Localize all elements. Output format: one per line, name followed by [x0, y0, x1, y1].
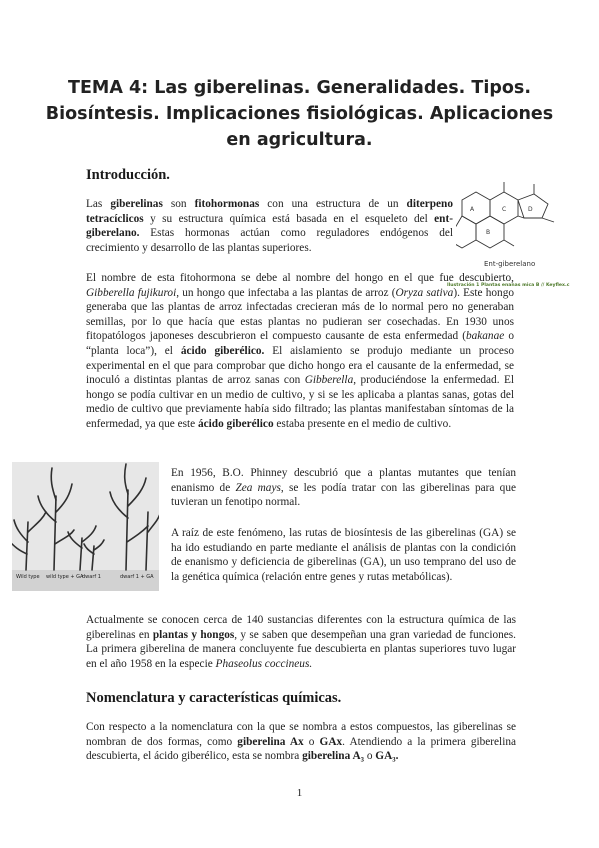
text-run: Estas hormonas actúan como reguladores endógenos del crecimiento y desarrollo de las plantas superiores.	[86, 227, 453, 254]
text-run: con una estructura de un	[259, 198, 407, 210]
text-run: Gibberella	[304, 374, 354, 387]
paragraph-phinney	[171, 466, 516, 510]
text-run: Actualmente se conocen cerca de 140 sustancias diferentes con la estructura química de las giberelinas en	[86, 614, 516, 641]
label-wild-type: Wild type	[16, 574, 40, 580]
paragraph-intro	[86, 197, 453, 255]
paragraph-history	[86, 271, 514, 432]
text-run: o	[364, 750, 376, 763]
label-wild-type-ga: wild type + GA	[46, 574, 84, 580]
text-run: , y se saben que desempeñan una gran variedad de funciones. La primera giberelina de manera concluyente fue descubierta en plantas superiores tuvo lugar en el año 1958 en la especie	[86, 628, 516, 670]
text-run: En 1956, B.O. Phinney descubrió que a plantas mutantes que tenían enanismo de	[171, 467, 516, 494]
text-run: A raíz de este fenómeno, las rutas de biosíntesis de las giberelinas (GA) se ha ido estudiando en parte mediante el análisis de plantas con la condición de enanismo y deficiencia de giberelinas (GA), un uso temprano del uso de la genética química (relación entre genes y rutas metabólicas).	[171, 527, 516, 583]
text-run: , produciéndose la enfermedad. El hongo se podía cultivar en un medio de cultivo, y si se les aplicaba a plantas sanas, gotas del medio de cultivo que previamente había sido filtrado; las plantas manifestaban síntomas de la enfermedad, ya que este	[86, 374, 514, 430]
text-run: ent-giberelano.	[86, 212, 453, 240]
text-run: o “planta loca”), el	[86, 330, 514, 357]
figure1-caption: Ilustración 1 Plantas enanas mica B // Keyflex.c	[447, 283, 570, 288]
title-line-2: Biosíntesis. Implicaciones fisiológicas. Aplicaciones	[45, 104, 554, 124]
text-run: Las	[86, 198, 111, 210]
text-run: , se les podía tratar con las giberelinas para que tuvieran un fenotipo normal.	[171, 481, 516, 509]
text-run: bakanae	[465, 330, 505, 343]
text-run: estaba presente en el medio de cultivo.	[273, 417, 452, 430]
text-run: Oryza sativa	[395, 286, 454, 299]
text-run: fitohormonas	[194, 198, 260, 210]
ring-label-d: D	[528, 206, 533, 213]
maize-plants-illustration	[12, 462, 159, 591]
heading-nomenclature: Nomenclatura y características químicas.	[86, 690, 342, 706]
paragraph-biosynthesis	[171, 526, 516, 584]
text-run: Gibberella fujikuroi	[86, 286, 177, 299]
text-run: plantas y hongos	[152, 628, 235, 641]
title-line-1: TEMA 4: Las giberelinas. Generalidades. Tipos.	[68, 78, 531, 98]
ring-label-c: C	[502, 206, 507, 213]
text-run: . Atendiendo a la primera giberelina descubierta, el ácido giberélico, esta se nombra	[86, 735, 517, 763]
text-run: Phaseolus coccineus.	[215, 657, 313, 670]
text-run: diterpeno tetracíclicos	[86, 198, 453, 225]
text-run: Con respecto a la nomenclatura con la que se nombra a estos compuestos, las giberelinas se nombran de dos formas, como	[86, 721, 516, 748]
title-line-3: en agricultura.	[226, 130, 373, 150]
page-number: 1	[296, 787, 303, 799]
text-run: son	[162, 198, 195, 210]
ent-giberelano-structure	[456, 178, 560, 278]
text-run: o	[303, 735, 320, 748]
text-run: Zea mays	[235, 481, 281, 494]
ring-label-a: A	[470, 206, 475, 213]
label-dwarf: dwarf 1	[82, 574, 101, 580]
text-run: ácido giberélico	[197, 417, 274, 430]
text-run: giberelina Ax	[237, 735, 304, 748]
label-dwarf-ga: dwarf 1 + GA	[120, 574, 154, 580]
text-run: ácido giberélico.	[180, 344, 265, 357]
text-run: El aislamiento se produjo mediante un proceso experimental en el que para comprobar que dicho hongo era el causante de la enfermedad, se inoculó a distintas plantas de arroz sanas con	[86, 344, 514, 387]
maize-dwarf-photo	[12, 462, 159, 591]
paragraph-nomenclature	[86, 720, 516, 764]
text-run: ). Este hongo generaba que las plantas de arroz infectadas crecieran más de lo normal pero no generaban semillas, por lo que hacía que estas plantas no pudieran ser cosechadas. En 1930 unos fitopatólogos japoneses descubrieron el compuesto causante de esta enfermedad (	[86, 286, 514, 343]
page-title	[40, 75, 559, 153]
text-run: giberelinas	[110, 198, 163, 210]
heading-introduction: Introducción.	[86, 167, 170, 183]
structure-name: Ent-giberelano	[484, 260, 536, 268]
ring-label-b: B	[486, 229, 491, 236]
text-run: GA₃.	[375, 750, 399, 763]
text-run: y su estructura química está basada en el esqueleto del	[143, 212, 435, 225]
text-run: giberelina A₃	[302, 750, 364, 763]
text-run: , un hongo que infectaba a las plantas de arroz (	[176, 286, 396, 299]
text-run: El nombre de esta fitohormona se debe al nombre del hongo en el que fue descubierto,	[86, 272, 514, 284]
text-run: GAx	[319, 735, 343, 748]
paragraph-substances	[86, 613, 516, 671]
